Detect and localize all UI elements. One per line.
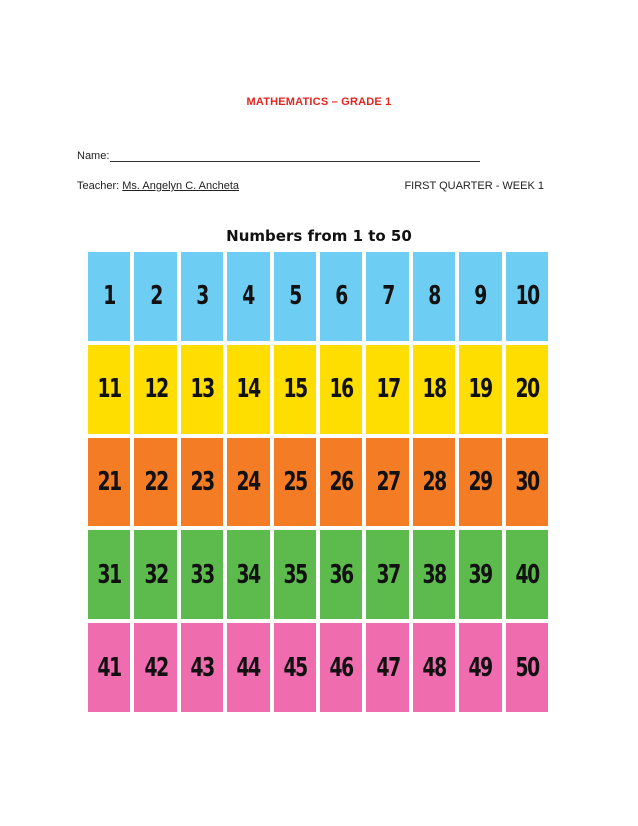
number-tile	[366, 438, 408, 527]
number-tile-label: 6	[335, 281, 347, 312]
number-tile-label: 48	[422, 652, 446, 683]
number-tile	[320, 252, 362, 341]
number-tile-label: 18	[422, 374, 446, 405]
number-tile-label: 39	[468, 559, 492, 590]
number-tile	[459, 530, 501, 619]
number-tile	[506, 345, 548, 434]
number-tile	[134, 438, 176, 527]
number-tile	[506, 530, 548, 619]
number-tile-label: 32	[144, 559, 168, 590]
number-tile	[366, 345, 408, 434]
number-tile	[227, 345, 269, 434]
number-tile	[274, 623, 316, 712]
name-field	[77, 150, 480, 162]
number-tile	[227, 623, 269, 712]
number-tile-label: 47	[376, 652, 400, 683]
number-tile-label: 40	[515, 559, 539, 590]
number-tile-label: 4	[242, 281, 255, 312]
number-tile-label: 9	[474, 281, 487, 312]
number-tile	[320, 345, 362, 434]
number-tile-label: 1	[103, 281, 115, 312]
number-tile-label: 23	[190, 466, 214, 497]
number-tile-label: 19	[468, 374, 492, 405]
number-tile-label: 31	[97, 559, 121, 590]
number-tile	[181, 252, 223, 341]
number-tile-label: 35	[283, 559, 307, 590]
number-tile	[181, 623, 223, 712]
number-chart-title: Numbers from 1 to 50	[226, 227, 412, 245]
number-tile	[88, 252, 130, 341]
number-tile	[181, 345, 223, 434]
number-tile	[366, 252, 408, 341]
number-tile-label: 17	[376, 374, 400, 405]
number-tile	[413, 345, 455, 434]
teacher-line	[77, 180, 239, 192]
number-tile	[88, 345, 130, 434]
number-tile-label: 16	[329, 374, 353, 405]
number-tile	[459, 438, 501, 527]
number-tile	[227, 252, 269, 341]
number-tile-label: 38	[422, 559, 446, 590]
number-tile-label: 22	[144, 466, 168, 497]
number-tile	[459, 345, 501, 434]
number-tile-label: 25	[283, 466, 307, 497]
name-label: Name:	[77, 150, 110, 162]
number-tile-label: 33	[190, 559, 214, 590]
number-tile-label: 10	[515, 281, 539, 312]
number-tile	[274, 345, 316, 434]
number-tile	[320, 530, 362, 619]
number-tile-label: 41	[97, 652, 121, 683]
number-tile-label: 24	[236, 466, 260, 497]
number-tile	[134, 623, 176, 712]
number-tile-label: 11	[97, 374, 121, 405]
number-tile-label: 45	[283, 652, 307, 683]
number-tile-label: 2	[149, 281, 162, 312]
number-tile	[413, 438, 455, 527]
number-tile	[459, 623, 501, 712]
number-tile	[134, 252, 176, 341]
number-tile-label: 5	[289, 281, 301, 312]
number-tile-label: 3	[196, 281, 208, 312]
number-tile	[181, 530, 223, 619]
name-blank-line	[110, 151, 480, 162]
quarter-label: FIRST QUARTER - WEEK 1	[404, 180, 544, 192]
number-tile-label: 14	[236, 374, 260, 405]
number-tile-label: 8	[428, 281, 440, 312]
number-chart-grid	[88, 252, 548, 712]
number-tile	[134, 345, 176, 434]
teacher-name: Ms. Angelyn C. Ancheta	[122, 180, 240, 192]
number-tile-label: 34	[236, 559, 260, 590]
number-tile	[88, 530, 130, 619]
number-tile	[274, 252, 316, 341]
number-tile-label: 42	[144, 652, 168, 683]
number-tile	[506, 252, 548, 341]
number-tile	[413, 530, 455, 619]
number-tile-label: 30	[515, 466, 539, 497]
number-tile	[413, 252, 455, 341]
number-tile	[459, 252, 501, 341]
number-tile-label: 50	[515, 652, 539, 683]
number-tile-label: 44	[236, 652, 260, 683]
number-tile	[366, 623, 408, 712]
number-tile-label: 37	[376, 559, 400, 590]
number-tile	[320, 623, 362, 712]
number-tile-label: 29	[468, 466, 492, 497]
number-tile	[366, 530, 408, 619]
number-tile	[320, 438, 362, 527]
number-tile-label: 21	[97, 466, 121, 497]
number-tile-label: 13	[190, 374, 214, 405]
number-tile	[227, 530, 269, 619]
number-tile-label: 12	[144, 374, 168, 405]
document-title: MATHEMATICS – GRADE 1	[246, 96, 392, 108]
number-tile-label: 27	[376, 466, 400, 497]
number-tile	[227, 438, 269, 527]
number-tile	[274, 530, 316, 619]
number-tile	[506, 438, 548, 527]
number-tile-label: 15	[283, 374, 307, 405]
number-tile	[88, 438, 130, 527]
number-tile	[134, 530, 176, 619]
number-tile-label: 20	[515, 374, 539, 405]
number-tile-label: 26	[329, 466, 353, 497]
number-tile-label: 43	[190, 652, 214, 683]
number-tile-label: 49	[468, 652, 492, 683]
number-tile	[181, 438, 223, 527]
number-tile-label: 28	[422, 466, 446, 497]
number-tile-label: 46	[329, 652, 353, 683]
number-tile-label: 7	[381, 281, 394, 312]
number-tile	[413, 623, 455, 712]
teacher-label: Teacher:	[77, 180, 123, 192]
number-tile	[88, 623, 130, 712]
number-tile	[506, 623, 548, 712]
number-tile	[274, 438, 316, 527]
number-tile-label: 36	[329, 559, 353, 590]
